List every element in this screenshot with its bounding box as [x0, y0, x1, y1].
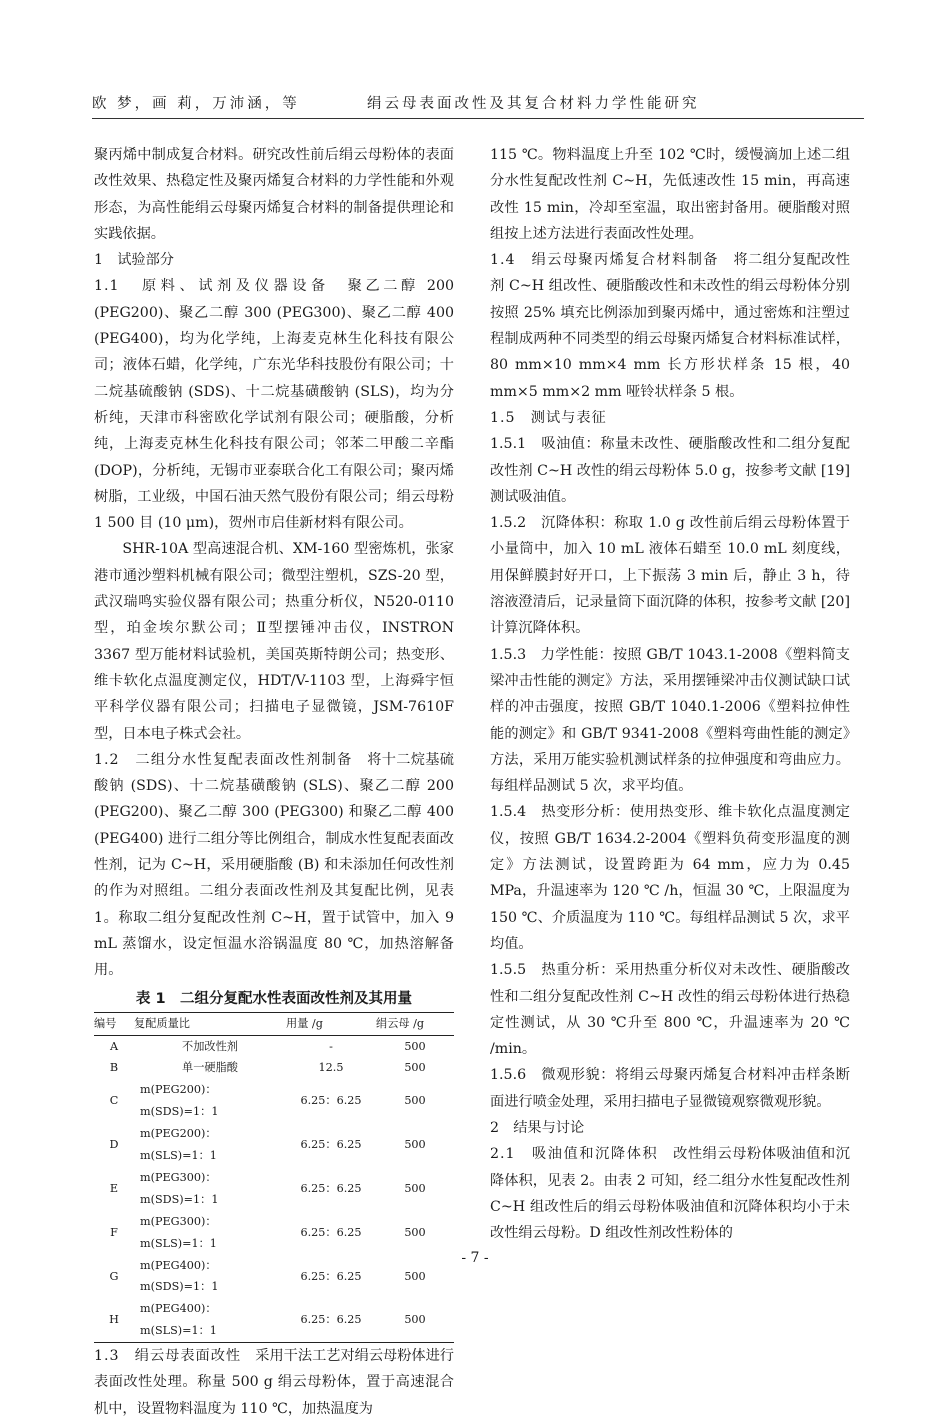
table-row: [94, 1298, 454, 1342]
section-1-5-3: 1.5.3 力学性能：按照 GB/T 1043.1-2008《塑料简支梁冲击性能的测定》方法，采用摆锤梁冲击仪测试缺口试样的冲击强度，按照 GB/T 1040.1-2006《塑料拉伸性能的测定》和 GB/T 9341-2008《塑料弯曲性能的测定》方法，采用万能实验机测试样条的拉伸强度和弯曲应力。每组样品测试 5 次，求平均值。: [490, 646, 850, 795]
table-row: [94, 1167, 454, 1211]
table-1: [94, 1012, 454, 1344]
table-cell: 500: [404, 1039, 426, 1053]
section-1-heading: 1 试验部分: [94, 252, 174, 269]
table-cell: m(PEG300)：m(SLS)=1：1: [140, 1214, 217, 1250]
table-cell: m(PEG200)：m(SDS)=1：1: [140, 1083, 219, 1119]
section-1-5-5: 1.5.5 热重分析：采用热重分析仪对未改性、硬脂酸改性和二组分复配改性剂 C~H 改性的绢云母粉体进行热稳定性测试，从 30 ℃升至 800 ℃，升温速率为 20 ℃ /min。: [490, 962, 850, 1058]
header-rule: [92, 118, 864, 119]
table-cell: m(PEG300)：m(SDS)=1：1: [140, 1170, 219, 1206]
section-1-4: [490, 247, 850, 405]
section-1-2-heading: 1.2 二组分水性复配表面改性剂制备: [94, 751, 353, 768]
table-cell: 500: [404, 1225, 426, 1239]
table-cell: 6.25：6.25: [286, 1298, 376, 1342]
section-1-5-1: 1.5.1 吸油值：称量未改性、硬脂酸改性和二组分复配改性剂 C~H 改性的绢云母粉体 5.0 g，按参考文献 [19] 测试吸油值。: [490, 436, 850, 505]
table-header-dosage: 用量 /g: [286, 1012, 376, 1035]
table-cell: 500: [404, 1061, 426, 1075]
table-row: [94, 1079, 454, 1123]
table-cell: G: [109, 1269, 119, 1283]
intro-paragraph-end: 聚丙烯中制成复合材料。研究改性前后绢云母粉体的表面改性效果、热稳定性及聚丙烯复合材料的力学性能和外观形态，为高性能绢云母聚丙烯复合材料的制备提供理论和实践依据。: [94, 147, 454, 242]
section-2-1-heading: 2.1 吸油值和沉降体积: [490, 1146, 659, 1163]
header-running-title: 绢云母表面改性及其复合材料力学性能研究: [367, 96, 700, 112]
table-row: [94, 1123, 454, 1167]
table-cell: 500: [404, 1269, 426, 1283]
table-row: [94, 1057, 454, 1079]
table-cell: 6.25：6.25: [300, 1269, 362, 1283]
section-1-5-heading: 1.5 测试与表征: [490, 409, 607, 426]
section-1-5-4: 1.5.4 热变形分析：使用热变形、维卡软化点温度测定仪，按照 GB/T 1634.2-2004《塑料负荷变形温度的测定》方法测试，设置跨距为 64 mm，应力为 0.45 MPa，升温速率为 120 ℃ /h，恒温 30 ℃，上限温度为 150 ℃、介质温度为 110 ℃。每组样品测试 5 次，求平均值。: [490, 804, 850, 952]
section-1-3-heading: 1.3 绢云母表面改性: [94, 1348, 242, 1365]
table-cell: 单一硬脂酸: [182, 1061, 238, 1075]
table-row: [94, 1035, 454, 1057]
section-1-1-body: 聚乙二醇 200 (PEG200)、聚乙二醇 300 (PEG300)、聚乙二醇 400 (PEG400)，均为化学纯，上海麦克林生化科技有限公司；液体石蜡，化学纯，广东光华科技股份有限公司；十二烷基硫酸钠 (SDS)、十二烷基磺酸钠 (SLS)，均为分析纯，天津市科密欧化学试剂有限公司；硬脂酸，分析纯，上海麦克林生化科技有限公司；邻苯二甲酸二辛酯 (DOP)，分析纯，无锡市亚泰联合化工有限公司；聚丙烯树脂，工业级，中国石油天然气股份有限公司；绢云母粉 1 500 目 (10 μm)，贺州市启佳新材料有限公司。: [94, 278, 454, 532]
table-cell: F: [110, 1225, 118, 1239]
table-cell: E: [109, 1181, 119, 1195]
table-cell: D: [109, 1138, 119, 1152]
section-1-5-2: 1.5.2 沉降体积：称取 1.0 g 改性前后绢云母粉体置于小量筒中，加入 10 mL 液体石蜡至 10.0 mL 刻度线，用保鲜膜封好开口，上下振荡 3 min 后，静止 3 h，待溶液澄清后，记录量筒下面沉降的体积，按参考文献 [20] 计算沉降体积。: [490, 515, 850, 637]
section-1-2: [94, 747, 454, 984]
table-cell: 不加改性剂: [182, 1039, 238, 1053]
table-cell: 500: [376, 1298, 454, 1342]
table-cell: B: [109, 1061, 119, 1075]
section-1-2-body: 将十二烷基硫酸钠 (SDS)、十二烷基磺酸钠 (SLS)、聚乙二醇 200 (PEG200)、聚乙二醇 300 (PEG300) 和聚乙二醇 400 (PEG400) 进行二组分等比例组合，制成水性复配表面改性剂，记为 C~H，采用硬脂酸 (B) 和未添加任何改性剂的作为对照组。二组分表面改性剂及其复配比例，见表 1。称取二组分复配改性剂 C~H，置于试管中，加入 9 mL 蒸馏水，设定恒温水浴锅温度 80 ℃，加热溶解备用。: [94, 751, 454, 979]
table-header-sericite: 绢云母 /g: [376, 1012, 454, 1035]
section-2-heading: 2 结果与讨论: [490, 1119, 585, 1136]
table-header-row: [94, 1012, 454, 1035]
table-cell: H: [94, 1298, 134, 1342]
section-1-1-heading: 1.1 原料、试剂及仪器设备: [94, 278, 330, 295]
table-cell: -: [329, 1039, 333, 1053]
table-cell: 6.25：6.25: [300, 1094, 362, 1108]
table-cell: 12.5: [318, 1061, 344, 1075]
section-1-4-body: 将二组分复配改性剂 C~H 组改性、硬脂酸改性和未改性的绢云母粉体分别按照 25% 填充比例添加到聚丙烯中，通过密炼和注塑过程制成两种不同类型的绢云母聚丙烯复合材料标准试样，80 mm×10 mm×4 mm 长方形状样条 15 根，40 mm×5 mm×2 mm 哑铃状样条 5 根。: [490, 252, 850, 400]
running-header: [92, 92, 864, 118]
section-2-1-body: 改性绢云母粉体吸油值和沉降体积，见表 2。由表 2 可知，经二组分水性复配改性剂 C~H 组改性后的绢云母粉体吸油值和沉降体积均小于未改性绢云母粉。D 组改性剂改性粉体的: [490, 1146, 850, 1242]
page-number: - 7 -: [461, 1250, 489, 1266]
header-authors: 欧 梦，画 莉，万沛涵，等: [92, 96, 300, 112]
table-cell: 6.25：6.25: [300, 1138, 362, 1152]
table-row: [94, 1211, 454, 1255]
section-1-3-continued: 115 ℃。物料温度上升至 102 ℃时，缓慢滴加上述二组分水性复配改性剂 C~H，先低速改性 15 min，再高速改性 15 min，冷却至室温，取出密封备用。硬脂酸对照组按上述方法进行表面改性处理。: [490, 147, 850, 242]
table-cell: 6.25：6.25: [300, 1181, 362, 1195]
section-2-1: [490, 1141, 850, 1246]
left-column: [94, 142, 454, 1422]
table-header-ratio: 复配质量比: [134, 1012, 286, 1035]
table-1-caption: 表 1 二组分复配水性表面改性剂及其用量: [135, 990, 413, 1007]
table-cell: A: [109, 1039, 119, 1053]
table-cell: m(PEG200)：m(SLS)=1：1: [140, 1127, 217, 1163]
section-1-3-body: 采用干法工艺对绢云母粉体进行表面改性处理。称量 500 g 绢云母粉体，置于高速混合机中，设置物料温度为 110 ℃，加热温度为: [94, 1348, 454, 1417]
table-cell: m(PEG400)：m(SLS)=1：1: [134, 1298, 286, 1342]
equipment-paragraph: SHR-10A 型高速混合机、XM-160 型密炼机，张家港市通沙塑料机械有限公司；微型注塑机，SZS-20 型，武汉瑞鸣实验仪器有限公司；热重分析仪，N520-0110 型，珀金埃尔默公司；Ⅱ型摆锤冲击仪，INSTRON 3367 型万能材料试验机，美国英斯特朗公司；热变形、维卡软化点温度测定仪，HDT/V-1103 型，上海舜宇恒平科学仪器有限公司；扫描电子显微镜，JSM-7610F 型，日本电子株式会社。: [94, 541, 454, 742]
table-header-id: 编号: [94, 1012, 134, 1035]
section-1-5-6: 1.5.6 微观形貌：将绢云母聚丙烯复合材料冲击样条断面进行喷金处理，采用扫描电子显微镜观察微观形貌。: [490, 1067, 850, 1110]
table-cell: C: [109, 1094, 119, 1108]
section-1-4-heading: 1.4 绢云母聚丙烯复合材料制备: [490, 252, 719, 269]
table-cell: 500: [404, 1181, 426, 1195]
section-1-3: [94, 1343, 454, 1422]
table-cell: 500: [404, 1138, 426, 1152]
table-cell: m(PEG400)：m(SDS)=1：1: [140, 1258, 219, 1294]
table-cell: 6.25：6.25: [300, 1225, 362, 1239]
section-1-1: [94, 273, 454, 536]
right-column: [490, 142, 850, 1246]
table-cell: 500: [404, 1094, 426, 1108]
